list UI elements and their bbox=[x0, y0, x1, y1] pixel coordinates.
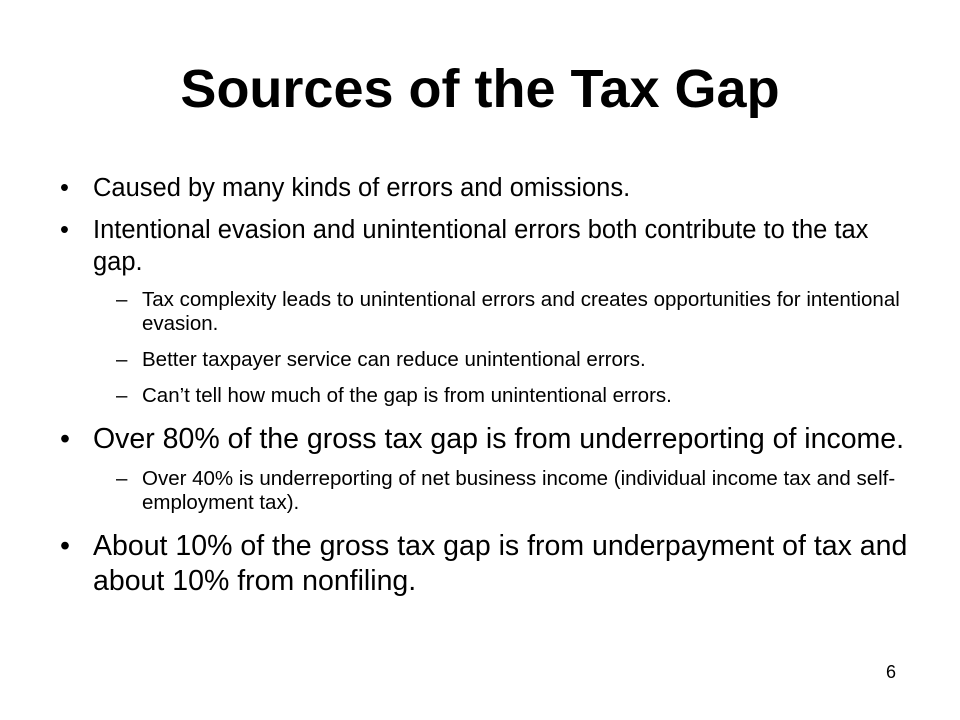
sub-bullet-item bbox=[60, 348, 920, 372]
sub-bullet-text: Tax complexity leads to unintentional errors and creates opportunities for intentional evasion. bbox=[142, 288, 900, 335]
sub-bullet-item bbox=[60, 467, 920, 515]
dash-marker: – bbox=[116, 288, 128, 311]
bullet-item bbox=[60, 529, 920, 599]
sub-bullet-text: Over 40% is underreporting of net business income (individual income tax and self-employment tax). bbox=[142, 467, 896, 514]
bullet-text: Caused by many kinds of errors and omissions. bbox=[93, 174, 631, 202]
bullet-text: About 10% of the gross tax gap is from underpayment of tax and about 10% from nonfiling. bbox=[93, 530, 908, 597]
page-number: 6 bbox=[885, 662, 896, 682]
bullet-text: Intentional evasion and unintentional errors both contribute to the tax gap. bbox=[93, 216, 869, 276]
slide-title: Sources of the Tax Gap bbox=[180, 59, 780, 119]
bullet-item bbox=[60, 214, 920, 278]
bullet-text: Over 80% of the gross tax gap is from underreporting of income. bbox=[93, 423, 905, 455]
dash-marker: – bbox=[116, 348, 128, 371]
dash-marker: – bbox=[116, 467, 128, 490]
dash-marker: – bbox=[116, 384, 128, 407]
bullet-marker: • bbox=[60, 530, 70, 562]
sub-bullet-item bbox=[60, 384, 920, 408]
slide-body bbox=[60, 172, 920, 609]
bullet-marker: • bbox=[60, 216, 69, 244]
bullet-marker: • bbox=[60, 423, 70, 455]
bullet-marker: • bbox=[60, 174, 69, 202]
sub-bullet-text: Better taxpayer service can reduce unintentional errors. bbox=[142, 348, 646, 371]
bullet-item bbox=[60, 172, 920, 204]
sub-bullet-item bbox=[60, 288, 920, 336]
bullet-item bbox=[60, 422, 920, 457]
sub-bullet-text: Can’t tell how much of the gap is from unintentional errors. bbox=[142, 384, 672, 407]
